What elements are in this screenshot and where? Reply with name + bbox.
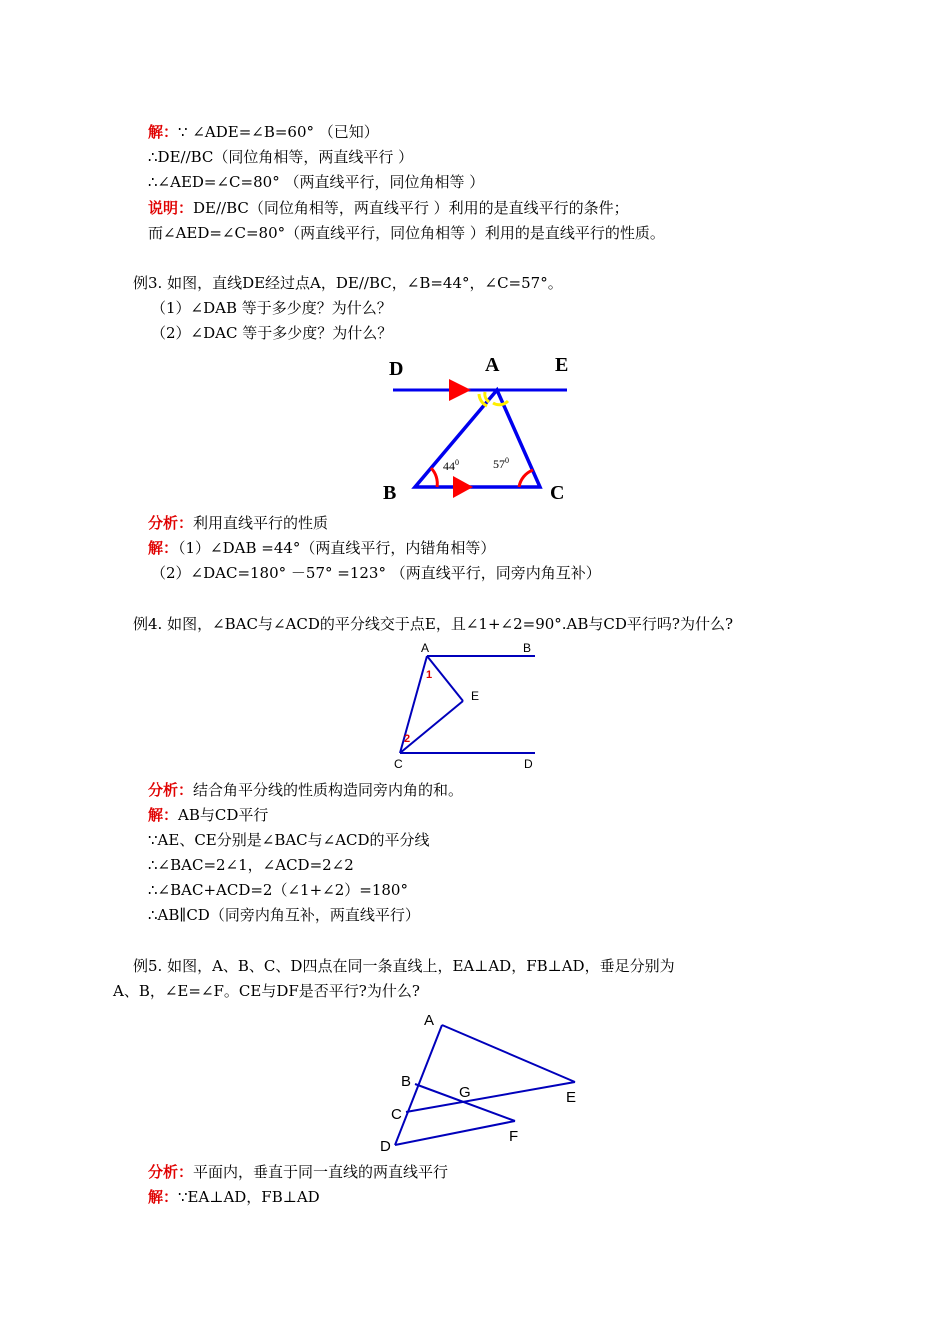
- block1-line4: 说明：DE//BC（同位角相等，两直线平行 ）利用的是直线平行的条件；: [148, 199, 629, 217]
- analysis-keyword: 分析：: [148, 1163, 194, 1181]
- ex4-bisector-figure: [385, 638, 550, 773]
- angle-b-value: $44^0$: [443, 458, 459, 473]
- angle-mark-dab-inner: [485, 392, 489, 402]
- ex4-title: 例4. 如图，∠BAC与∠ACD的平分线交于点E，且∠1+∠2=90°.AB与CD平行吗?为什么?: [133, 615, 733, 633]
- ex3-analysis: 分析：利用直线平行的性质: [148, 514, 329, 532]
- label-b: B: [523, 641, 532, 655]
- ex4-step-3: ∴∠BAC=2∠1，∠ACD=2∠2: [148, 856, 354, 874]
- ex3-question-2: （2）∠DAC 等于多少度？为什么？: [151, 324, 393, 342]
- label-a: A: [421, 641, 430, 655]
- label-c: C: [394, 757, 403, 771]
- ex3-question-1: （1）∠DAB 等于多少度？为什么？: [151, 299, 392, 317]
- label-e: E: [471, 689, 480, 703]
- ex3-triangle-figure: [375, 350, 585, 510]
- solution-keyword: 解：: [148, 123, 179, 141]
- solution-keyword: 解：: [148, 539, 179, 557]
- line-df: [395, 1121, 515, 1145]
- line-ae: [442, 1025, 575, 1082]
- analysis-keyword: 分析：: [148, 781, 194, 799]
- ex4-analysis: 分析：结合角平分线的性质构造同旁内角的和。: [148, 781, 464, 799]
- ex4-solution-1: 解：AB与CD平行: [148, 806, 269, 824]
- label-d: D: [380, 1138, 391, 1155]
- ex4-step-4: ∴∠BAC+ACD=2（∠1+∠2）=180°: [148, 881, 408, 899]
- label-d: D: [389, 358, 404, 380]
- ex3-solution-2: （2）∠DAC=180° －57° =123° （两直线平行，同旁内角互补）: [151, 564, 601, 582]
- ex4-step-2: ∵AE、CE分别是∠BAC与∠ACD的平分线: [148, 831, 430, 849]
- label-b: B: [383, 482, 397, 504]
- label-d: D: [524, 757, 533, 771]
- angle-1-label: 1: [426, 669, 433, 681]
- parallel-arrow-top: [449, 379, 471, 401]
- label-c: C: [550, 482, 565, 504]
- block1-line5: 而∠AED=∠C=80°（两直线平行，同位角相等 ）利用的是直线平行的性质。: [148, 224, 665, 242]
- label-a: A: [485, 354, 500, 376]
- solution-keyword: 解：: [148, 806, 179, 824]
- ex3-title: 例3. 如图，直线DE经过点A，DE//BC，∠B=44°，∠C=57°。: [133, 274, 563, 292]
- angle-c-value: $57^0$: [493, 456, 509, 471]
- block1-line1: 解：∵ ∠ADE=∠B=60° （已知）: [148, 123, 379, 141]
- line-ae: [427, 656, 463, 701]
- ex3-solution-1: 解：（1）∠DAB =44°（两直线平行，内错角相等）: [148, 539, 496, 557]
- label-c: C: [391, 1106, 402, 1123]
- line-ce: [400, 701, 463, 753]
- angle-mark-c: [519, 470, 533, 487]
- block1-line2: ∴DE//BC（同位角相等，两直线平行 ）: [148, 148, 414, 166]
- block1-line3: ∴∠AED=∠C=80° （两直线平行，同位角相等 ）: [148, 173, 485, 191]
- ex5-title: 例5. 如图，A、B、C、D四点在同一条直线上，EA⊥AD，FB⊥AD，垂足分别为: [133, 957, 675, 975]
- label-f: F: [509, 1128, 519, 1145]
- ex5-solution-1: 解：∵EA⊥AD，FB⊥AD: [148, 1188, 320, 1206]
- angle-2-label: 2: [404, 733, 411, 745]
- solution-keyword: 解：: [148, 1188, 179, 1206]
- line-ce: [406, 1082, 575, 1112]
- angle-mark-b: [431, 468, 437, 487]
- label-e: E: [555, 354, 569, 376]
- label-a: A: [424, 1012, 435, 1029]
- explanation-keyword: 说明：: [148, 199, 194, 217]
- label-b: B: [401, 1073, 412, 1090]
- label-g: G: [459, 1084, 471, 1101]
- ex5-title-cont: A、B，∠E=∠F。CE与DF是否平行?为什么?: [113, 982, 420, 1000]
- analysis-keyword: 分析：: [148, 514, 194, 532]
- ex5-analysis: 分析：平面内，垂直于同一直线的两直线平行: [148, 1163, 449, 1181]
- ex4-step-5: ∴AB∥CD（同旁内角互补，两直线平行）: [148, 906, 420, 924]
- parallel-arrow-bottom: [453, 476, 473, 498]
- label-e: E: [566, 1089, 577, 1106]
- ex5-parallel-figure: [372, 1008, 587, 1158]
